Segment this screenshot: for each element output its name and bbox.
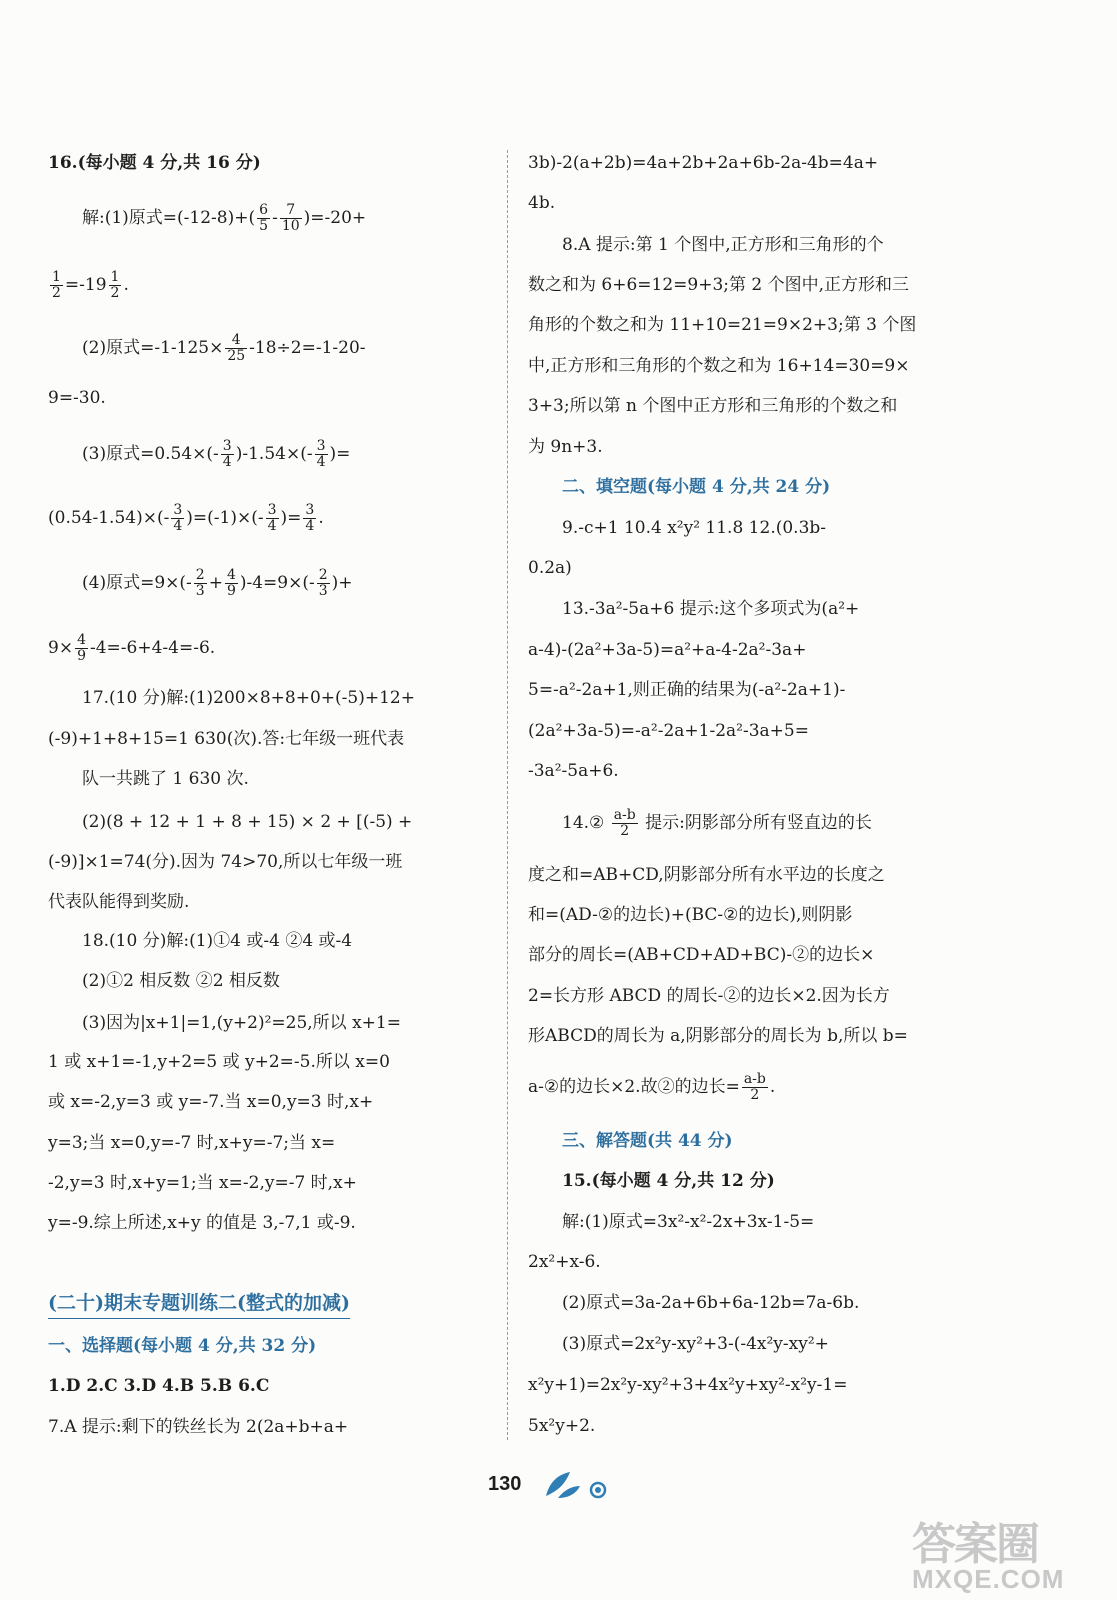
q18-line5: 或 x=-2,y=3 或 y=-7.当 x=0,y=3 时,x+ — [48, 1092, 374, 1112]
q14-line7: a-②的边长×2.故②的边长= $\frac{a-b}{2}$ . — [528, 1071, 776, 1103]
q8-line4: 中,正方形和三角形的个数之和为 16+14=30=9× — [528, 356, 910, 376]
q8-line2: 数之和为 6+6=12=9+3;第 2 个图中,正方形和三 — [528, 275, 910, 295]
q15-heading: 15.(每小题 4 分,共 12 分) — [562, 1171, 775, 1191]
q17-line6: 代表队能得到奖励. — [48, 892, 190, 912]
q16-2-line2: 9=-30. — [48, 388, 106, 408]
q16-2-line1: (2)原式=-1-125× $\frac{4}{25}$ -18÷2=-1-20- — [82, 332, 366, 364]
q14-line2: 度之和=AB+CD,阴影部分所有水平边的长度之 — [528, 865, 885, 885]
q15-1-line2: 2x²+x-6. — [528, 1252, 601, 1272]
q16-1-line1: 解:(1)原式=(-12-8)+( $\frac{6}{5}$ - $\frac{7}{10}$ )=-20+ — [82, 202, 367, 234]
leaf-ornament-icon — [540, 1468, 614, 1502]
q16-1-line2: $\frac{1}{2}$ =-19 $\frac{1}{2}$ . — [52, 269, 129, 301]
q18-line3: (3)因为|x+1|=1,(y+2)²=25,所以 x+1= — [82, 1013, 401, 1033]
section-solve-heading: 三、解答题(共 44 分) — [562, 1131, 733, 1151]
q13-line1: 13.-3a²-5a+6 提示:这个多项式为(a²+ — [562, 599, 860, 619]
watermark-chinese: 答案圈 — [912, 1520, 1038, 1569]
q16-4-line2: 9× $\frac{4}{9}$ -4=-6+4-4=-6. — [48, 632, 216, 664]
q14-line3: 和=(AD-②的边长)+(BC-②的边长),则阴影 — [528, 905, 853, 925]
q16-3-line2: (0.54-1.54)×(- $\frac{3}{4}$ )=(-1)×(- $\frac{3}{4}$ )= $\frac{3}{4}$ . — [48, 502, 324, 534]
q7-line2: 3b)-2(a+2b)=4a+2b+2a+6b-2a-4b=4a+ — [528, 153, 879, 173]
q15-3-line2: x²y+1)=2x²y-xy²+3+4x²y+xy²-x²y-1= — [528, 1375, 848, 1395]
q17-line5: (-9)]×1=74(分).因为 74>70,所以七年级一班 — [48, 852, 403, 872]
q14-line4: 部分的周长=(AB+CD+AD+BC)-②的边长× — [528, 945, 875, 965]
page-number: 130 — [488, 1473, 522, 1495]
q15-3-line3: 5x²y+2. — [528, 1416, 596, 1436]
q13-line2: a-4)-(2a²+3a-5)=a²+a-4-2a²-3a+ — [528, 640, 807, 660]
fill-answers-line2: 0.2a) — [528, 558, 572, 578]
q14-line6: 形ABCD的周长为 a,阴影部分的周长为 b,所以 b= — [528, 1026, 908, 1046]
q8-line1: 8.A 提示:第 1 个图中,正方形和三角形的个 — [562, 235, 884, 255]
q16-3-line1: (3)原式=0.54×(- $\frac{3}{4}$ )-1.54×(- $\frac{3}{4}$ )= — [82, 438, 351, 470]
q7-line1: 7.A 提示:剩下的铁丝长为 2(2a+b+a+ — [48, 1417, 349, 1437]
q18-line4: 1 或 x+1=-1,y+2=5 或 y+2=-5.所以 x=0 — [48, 1052, 390, 1072]
q13-line4: (2a²+3a-5)=-a²-2a+1-2a²-3a+5= — [528, 721, 809, 741]
q14-line1: 14.② $\frac{a-b}{2}$ 提示:阴影部分所有竖直边的长 — [562, 807, 872, 839]
q14-line5: 2=长方形 ABCD 的周长-②的边长×2.因为长方 — [528, 986, 890, 1006]
q15-2: (2)原式=3a-2a+6b+6a-12b=7a-6b. — [562, 1293, 860, 1313]
q8-line3: 角形的个数之和为 11+10=21=9×2+3;第 3 个图 — [528, 315, 917, 335]
watermark-url: MXQE.COM — [912, 1564, 1065, 1594]
q18-line1: 18.(10 分)解:(1)①4 或-4 ②4 或-4 — [82, 931, 353, 951]
q7-line3: 4b. — [528, 193, 556, 213]
q15-1-line1: 解:(1)原式=3x²-x²-2x+3x-1-5= — [562, 1212, 815, 1232]
q8-line5: 3+3;所以第 n 个图中正方形和三角形的个数之和 — [528, 396, 898, 416]
q16-heading: 16.(每小题 4 分,共 16 分) — [48, 153, 261, 173]
q17-line4: (2)(8 + 12 + 1 + 8 + 15) × 2 + [(-5) + — [82, 812, 413, 832]
q17-line2: (-9)+1+8+15=1 630(次).答:七年级一班代表 — [48, 729, 405, 749]
column-divider — [507, 150, 508, 1440]
section-choice-heading: 一、选择题(每小题 4 分,共 32 分) — [48, 1336, 317, 1356]
q13-line5: -3a²-5a+6. — [528, 761, 619, 781]
section-fill-heading: 二、填空题(每小题 4 分,共 24 分) — [562, 477, 831, 497]
q18-line2: (2)①2 相反数 ②2 相反数 — [82, 971, 280, 991]
q18-line6: y=3;当 x=0,y=-7 时,x+y=-7;当 x= — [48, 1133, 336, 1153]
choice-answers: 1.D 2.C 3.D 4.B 5.B 6.C — [48, 1376, 270, 1396]
q17-line3: 队一共跳了 1 630 次. — [82, 769, 249, 789]
q13-line3: 5=-a²-2a+1,则正确的结果为(-a²-2a+1)- — [528, 680, 846, 700]
unit-title: (二十)期末专题训练二(整式的加减) — [48, 1288, 350, 1319]
fill-answers-line1: 9.-c+1 10.4 x²y² 11.8 12.(0.3b- — [562, 518, 827, 538]
q18-line8: y=-9.综上所述,x+y 的值是 3,-7,1 或-9. — [48, 1213, 356, 1233]
q8-line6: 为 9n+3. — [528, 437, 603, 457]
q18-line7: -2,y=3 时,x+y=1;当 x=-2,y=-7 时,x+ — [48, 1173, 357, 1193]
q17-line1: 17.(10 分)解:(1)200×8+8+0+(-5)+12+ — [82, 688, 415, 708]
q15-3-line1: (3)原式=2x²y-xy²+3-(-4x²y-xy²+ — [562, 1334, 829, 1354]
q16-4-line1: (4)原式=9×(- $\frac{2}{3}$ + $\frac{4}{9}$ )-4=9×(- $\frac{2}{3}$ )+ — [82, 567, 353, 599]
site-watermark — [912, 1508, 1092, 1598]
